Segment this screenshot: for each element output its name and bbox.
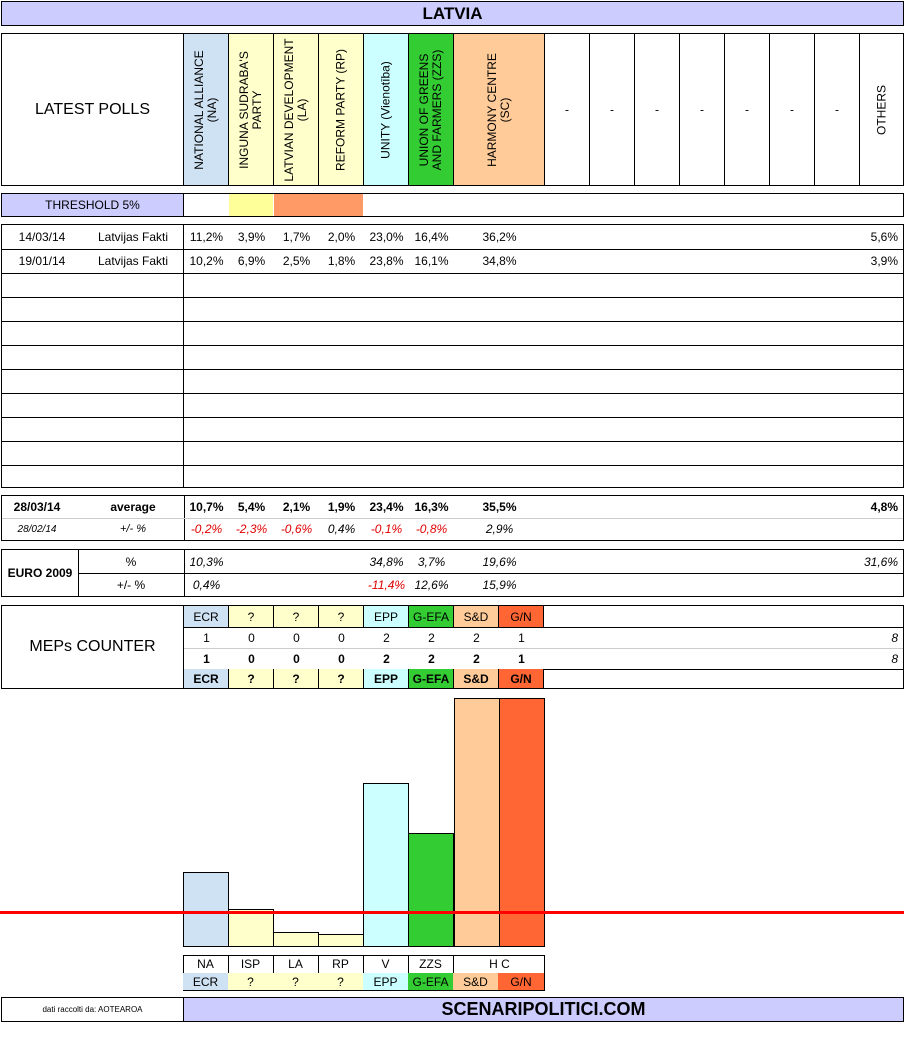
mep-group-top: ? — [229, 606, 274, 627]
party-header-label: REFORM PARTY (RP) — [333, 48, 348, 171]
value-cell: 2,5% — [282, 254, 311, 268]
previous-date: 28/02/14 — [17, 523, 57, 535]
group-label: ? — [228, 973, 274, 990]
party-header-label: - — [745, 102, 749, 116]
category-label: V — [363, 955, 409, 973]
mep-group-top: ? — [274, 606, 319, 627]
party-header-1 — [229, 34, 274, 185]
mep-total: 8 — [891, 630, 898, 645]
party-header-label: - — [790, 102, 794, 116]
mep-group-top: ECR — [184, 606, 229, 627]
euro-diff-cell — [274, 573, 319, 596]
mep-count-cell: 2 — [428, 630, 435, 645]
party-header-label: NATIONAL ALLIANCE (NA) — [192, 49, 219, 170]
party-header-12 — [770, 34, 815, 185]
poll-others: 3,9% — [870, 254, 898, 268]
euro-pct-cell: 3,7% — [417, 554, 446, 569]
value-cell: 23,4% — [369, 500, 404, 514]
value-cell: 1,8% — [327, 254, 356, 268]
party-header-14 — [860, 34, 903, 185]
value-cell: 1,9% — [327, 500, 356, 514]
value-cell: 34,8% — [482, 254, 517, 268]
party-header-7 — [545, 34, 590, 185]
category-label: NA — [183, 955, 229, 973]
header-row — [1, 33, 904, 186]
bar-isp — [228, 909, 274, 947]
party-header-label: - — [700, 102, 704, 116]
average-date: 28/03/14 — [13, 500, 61, 514]
mep-count-cell-bold: 0 — [338, 651, 345, 666]
value-cell: 2,1% — [282, 500, 311, 514]
threshold-yellow-marker — [229, 194, 273, 216]
mep-count-cell-bold: 1 — [203, 651, 210, 666]
mep-count-cell: 1 — [518, 630, 525, 645]
euro-pct-cell — [229, 550, 274, 573]
euro-diff-cell: -11,4% — [367, 577, 406, 592]
bar-chart — [0, 690, 908, 990]
euro-pct-cell: 19,6% — [482, 554, 517, 569]
footer-credit: dati raccolti da: AOTEAROA — [42, 1005, 143, 1014]
mep-group-bottom: ? — [229, 669, 274, 688]
party-header-2 — [274, 34, 319, 185]
poll-grid-line — [2, 417, 903, 418]
party-header-label: INGUNA SUDRABA'S PARTY — [237, 50, 264, 169]
value-cell: 16,4% — [414, 230, 449, 244]
category-label: RP — [318, 955, 364, 973]
mep-group-top: EPP — [364, 606, 409, 627]
party-header-label: OTHERS — [874, 84, 888, 135]
mep-group-bottom: G-EFA — [409, 669, 454, 688]
category-label: LA — [273, 955, 319, 973]
group-label: G-EFA — [408, 973, 454, 990]
party-header-10 — [680, 34, 725, 185]
euro-diff-cell — [319, 573, 364, 596]
poll-grid-line — [2, 321, 903, 322]
value-cell: 16,3% — [414, 500, 449, 514]
euro-label: EURO 2009 — [7, 566, 73, 580]
mep-count-cell: 0 — [293, 630, 300, 645]
party-header-label: LATVIAN DEVELOPMENT (LA) — [282, 37, 309, 182]
group-label: ECR — [183, 973, 229, 990]
diff-cell: 2,9% — [485, 522, 514, 536]
euro-pct-others: 31,6% — [863, 554, 898, 569]
poll-date: 14/03/14 — [18, 230, 66, 244]
mep-count-cell-bold: 2 — [473, 651, 480, 666]
average-others: 4,8% — [870, 500, 898, 514]
mep-count-cell: 2 — [473, 630, 480, 645]
footer-site-box[interactable] — [183, 997, 904, 1022]
polls-table — [1, 224, 904, 488]
bar-na — [183, 872, 229, 947]
bar-hc-sd — [454, 698, 500, 947]
party-header-label: - — [655, 102, 659, 116]
mep-count-cell: 1 — [203, 630, 210, 645]
mep-count-cell-bold: 1 — [518, 651, 525, 666]
group-label: ? — [318, 973, 364, 990]
group-label: S&D — [453, 973, 499, 990]
party-header-0 — [184, 34, 229, 185]
bar-zzs — [408, 833, 454, 947]
euro-diff-cell: 15,9% — [482, 577, 517, 592]
value-cell: 6,9% — [237, 254, 266, 268]
value-cell: 2,0% — [327, 230, 356, 244]
latest-polls-label: LATEST POLLS — [34, 100, 150, 118]
bar-hc-gn — [499, 698, 545, 947]
value-cell: 35,5% — [482, 500, 517, 514]
poll-source: Latvijas Fakti — [97, 230, 169, 244]
party-header-label: - — [610, 102, 614, 116]
footer-site[interactable]: SCENARIPOLITICI.COM — [441, 999, 646, 1019]
poll-others: 5,6% — [870, 230, 898, 244]
title-bar — [1, 1, 904, 26]
euro-pct-label: % — [125, 554, 137, 569]
mep-count-cell: 2 — [383, 630, 390, 645]
poll-grid-line — [2, 465, 903, 466]
threshold-label: THRESHOLD 5% — [45, 198, 140, 212]
mep-total-bold: 8 — [891, 651, 898, 666]
mep-group-bottom: ? — [274, 669, 319, 688]
value-cell: 3,9% — [237, 230, 266, 244]
euro-diff-cell — [229, 573, 274, 596]
party-header-8 — [590, 34, 635, 185]
category-label: ISP — [228, 955, 274, 973]
footer-credit-box — [1, 997, 184, 1022]
mep-group-top: S&D — [454, 606, 499, 627]
page-title: LATVIA — [422, 3, 483, 23]
mep-group-bottom: S&D — [454, 669, 499, 688]
party-header-11 — [725, 34, 770, 185]
value-cell: 10,7% — [189, 500, 224, 514]
euro-diff-cell: 0,4% — [192, 577, 221, 592]
mep-group-bottom: EPP — [364, 669, 409, 688]
diff-cell: -0,2% — [190, 522, 223, 536]
poll-grid-line — [2, 273, 903, 274]
value-cell: 23,8% — [369, 254, 404, 268]
meps-block — [1, 605, 904, 689]
group-label: G/N — [498, 973, 544, 990]
mep-count-cell-bold: 2 — [383, 651, 390, 666]
party-header-label: UNITY (Vienotība) — [378, 60, 393, 159]
mep-group-bottom: ECR — [184, 669, 229, 688]
euro-diff-label: +/- % — [116, 577, 146, 592]
mep-count-cell: 0 — [338, 630, 345, 645]
diff-cell: -0,1% — [370, 522, 403, 536]
value-cell: 16,1% — [414, 254, 449, 268]
mep-count-cell-bold: 0 — [248, 651, 255, 666]
value-cell: 10,2% — [189, 254, 224, 268]
value-cell: 1,7% — [282, 230, 311, 244]
diff-cell: -0,6% — [280, 522, 313, 536]
euro-pct-cell — [319, 550, 364, 573]
value-cell: 5,4% — [237, 500, 266, 514]
party-header-label: HARMONY CENTRE (SC) — [485, 52, 512, 167]
poll-grid-line — [2, 345, 903, 346]
euro-block — [1, 549, 904, 597]
average-label: average — [110, 500, 156, 514]
category-label: H C — [489, 957, 510, 971]
party-header-3 — [319, 34, 364, 185]
poll-grid-line — [2, 369, 903, 370]
party-header-6 — [454, 34, 545, 185]
party-header-9 — [635, 34, 680, 185]
mep-group-top: G-EFA — [409, 606, 454, 627]
mep-count-cell: 0 — [248, 630, 255, 645]
diff-cell: 0,4% — [327, 522, 356, 536]
threshold-orange-marker — [274, 194, 363, 216]
poll-source: Latvijas Fakti — [97, 254, 169, 268]
threshold-row — [1, 193, 904, 217]
euro-pct-cell: 34,8% — [369, 554, 404, 569]
party-header-label: - — [835, 102, 839, 116]
average-block — [1, 495, 904, 541]
mep-group-bottom: ? — [319, 669, 364, 688]
value-cell: 36,2% — [482, 230, 517, 244]
group-label: ? — [273, 973, 319, 990]
diff-cell: -0,8% — [415, 522, 448, 536]
poll-date: 19/01/14 — [18, 254, 66, 268]
mep-group-top: ? — [319, 606, 364, 627]
diff-cell: -2,3% — [235, 522, 268, 536]
mep-group-bottom: G/N — [499, 669, 544, 688]
euro-pct-cell: 10,3% — [189, 554, 224, 569]
diff-label: +/- % — [120, 523, 146, 535]
poll-grid-line — [2, 393, 903, 394]
meps-counter-label: MEPs COUNTER — [29, 638, 156, 655]
party-header-label: UNION OF GREENS AND FARMERS (ZZS) — [417, 49, 444, 170]
bar-rp — [318, 934, 364, 947]
party-header-5 — [409, 34, 454, 185]
mep-count-cell-bold: 2 — [428, 651, 435, 666]
poll-grid-line — [2, 441, 903, 442]
mep-group-top: G/N — [499, 606, 544, 627]
category-label: ZZS — [408, 955, 454, 973]
poll-grid-line — [2, 297, 903, 298]
threshold-line — [0, 911, 904, 914]
party-header-4 — [364, 34, 409, 185]
value-cell: 23,0% — [369, 230, 404, 244]
group-label: EPP — [363, 973, 409, 990]
value-cell: 11,2% — [189, 230, 224, 244]
party-header-13 — [815, 34, 860, 185]
party-header-label: - — [565, 102, 569, 116]
mep-count-cell-bold: 0 — [293, 651, 300, 666]
bar-la — [273, 932, 319, 947]
euro-pct-cell — [274, 550, 319, 573]
euro-diff-cell: 12,6% — [414, 577, 449, 592]
bar-v — [363, 783, 409, 947]
